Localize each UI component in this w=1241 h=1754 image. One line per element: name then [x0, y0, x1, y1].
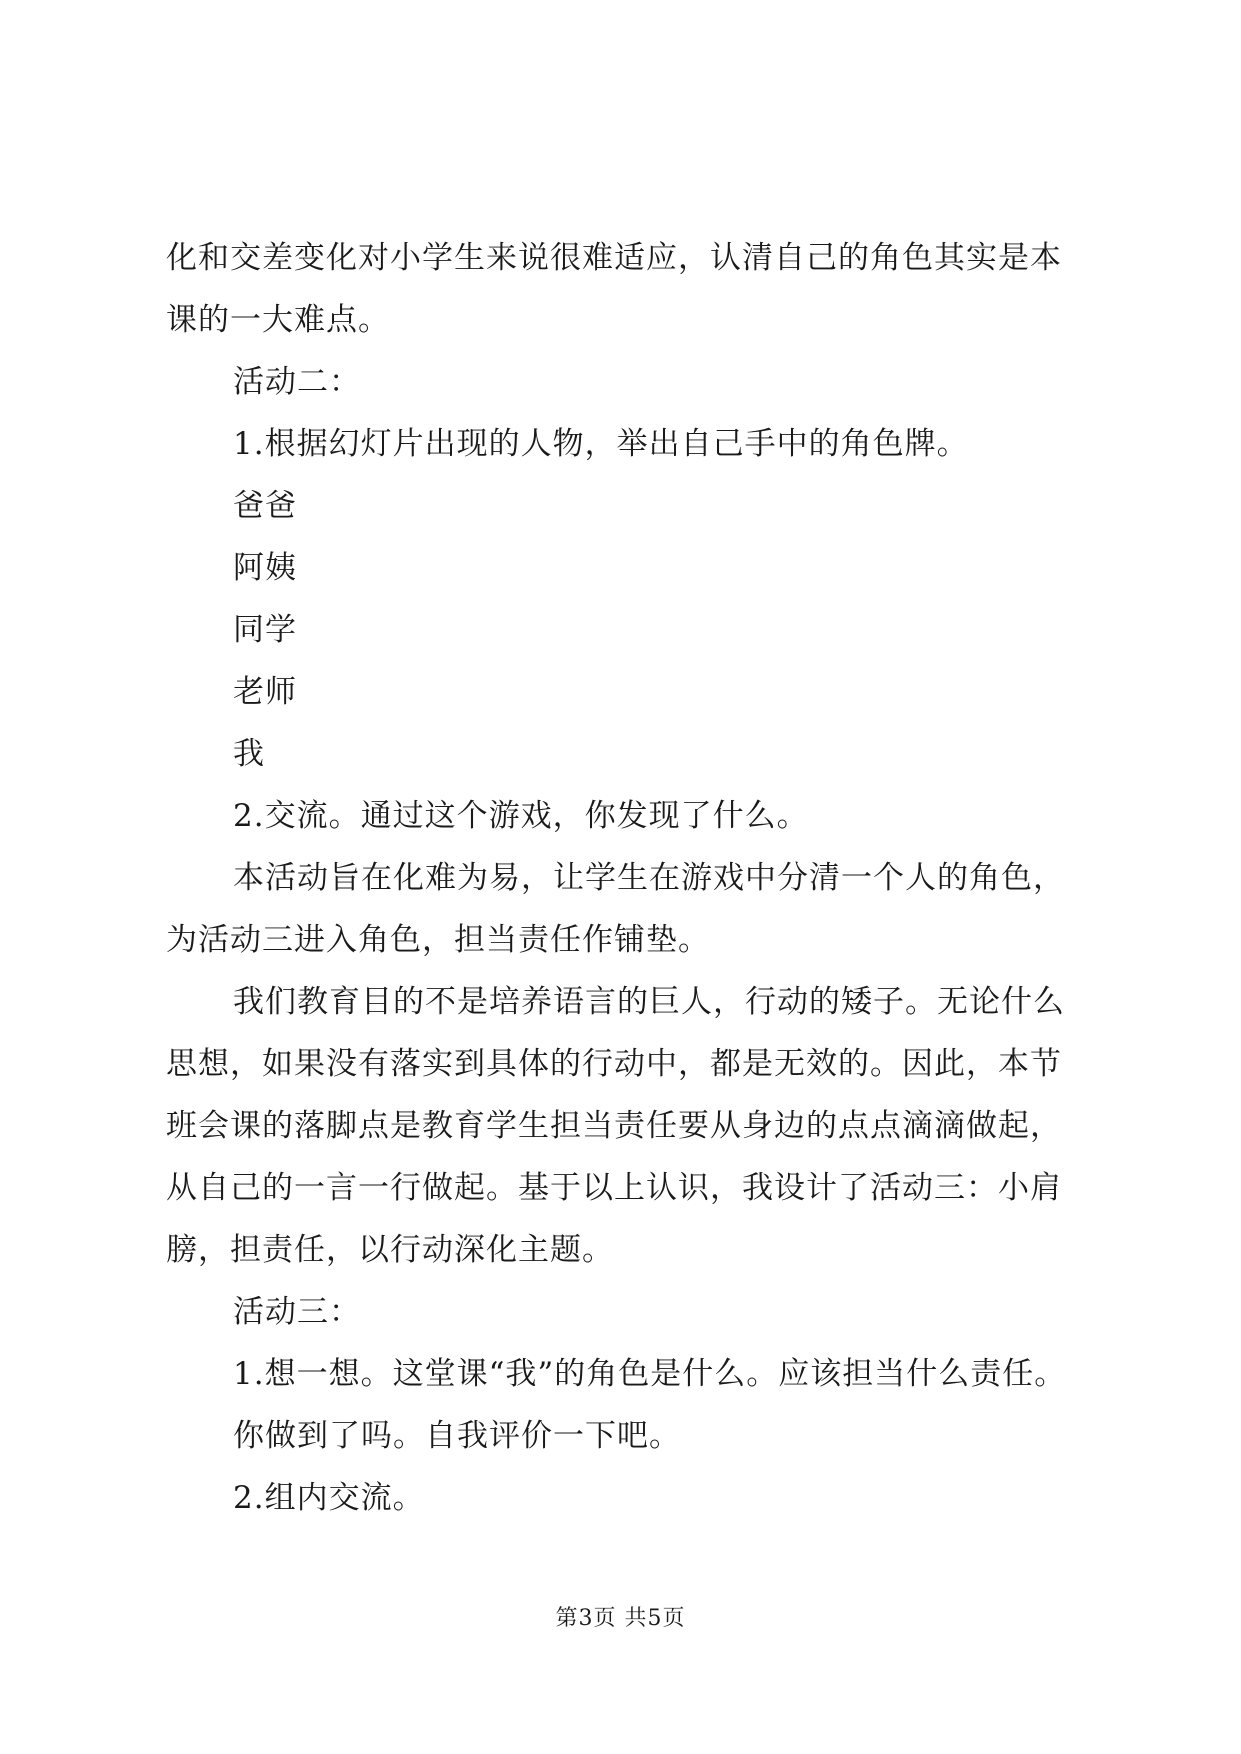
section-heading: 活动二：: [233, 364, 361, 400]
paragraph-line: 思想，如果没有落实到具体的行动中，都是无效的。因此，本节: [166, 1046, 1062, 1082]
list-item: 1.想一想。这堂课“我”的角色是什么。应该担当什么责任。: [233, 1356, 1067, 1392]
list-item: 老师: [233, 674, 297, 710]
page-footer: 第3页 共5页: [555, 1606, 686, 1631]
list-item: 1.根据幻灯片出现的人物，举出自己手中的角色牌。: [233, 426, 969, 462]
list-item: 2.组内交流。: [233, 1480, 425, 1516]
paragraph-line: 班会课的落脚点是教育学生担当责任要从身边的点点滴滴做起，: [166, 1108, 1062, 1144]
list-item: 阿姨: [233, 550, 297, 586]
paragraph-line: 我们教育目的不是培养语言的巨人，行动的矮子。无论什么: [233, 984, 1065, 1020]
list-item: 我: [233, 736, 265, 772]
list-item: 爸爸: [233, 488, 297, 524]
paragraph-line: 化和交差变化对小学生来说很难适应，认清自己的角色其实是本: [166, 240, 1062, 276]
paragraph-line: 为活动三进入角色，担当责任作铺垫。: [166, 922, 710, 958]
list-item: 2.交流。通过这个游戏，你发现了什么。: [233, 798, 809, 834]
paragraph-line: 从自己的一言一行做起。基于以上认识，我设计了活动三：小肩: [166, 1170, 1062, 1206]
paragraph-line: 课的一大难点。: [166, 302, 390, 338]
paragraph-line: 你做到了吗。自我评价一下吧。: [233, 1418, 681, 1454]
section-heading: 活动三：: [233, 1294, 361, 1330]
paragraph-line: 本活动旨在化难为易，让学生在游戏中分清一个人的角色，: [233, 860, 1065, 896]
list-item: 同学: [233, 612, 297, 648]
paragraph-line: 膀，担责任，以行动深化主题。: [166, 1232, 614, 1268]
